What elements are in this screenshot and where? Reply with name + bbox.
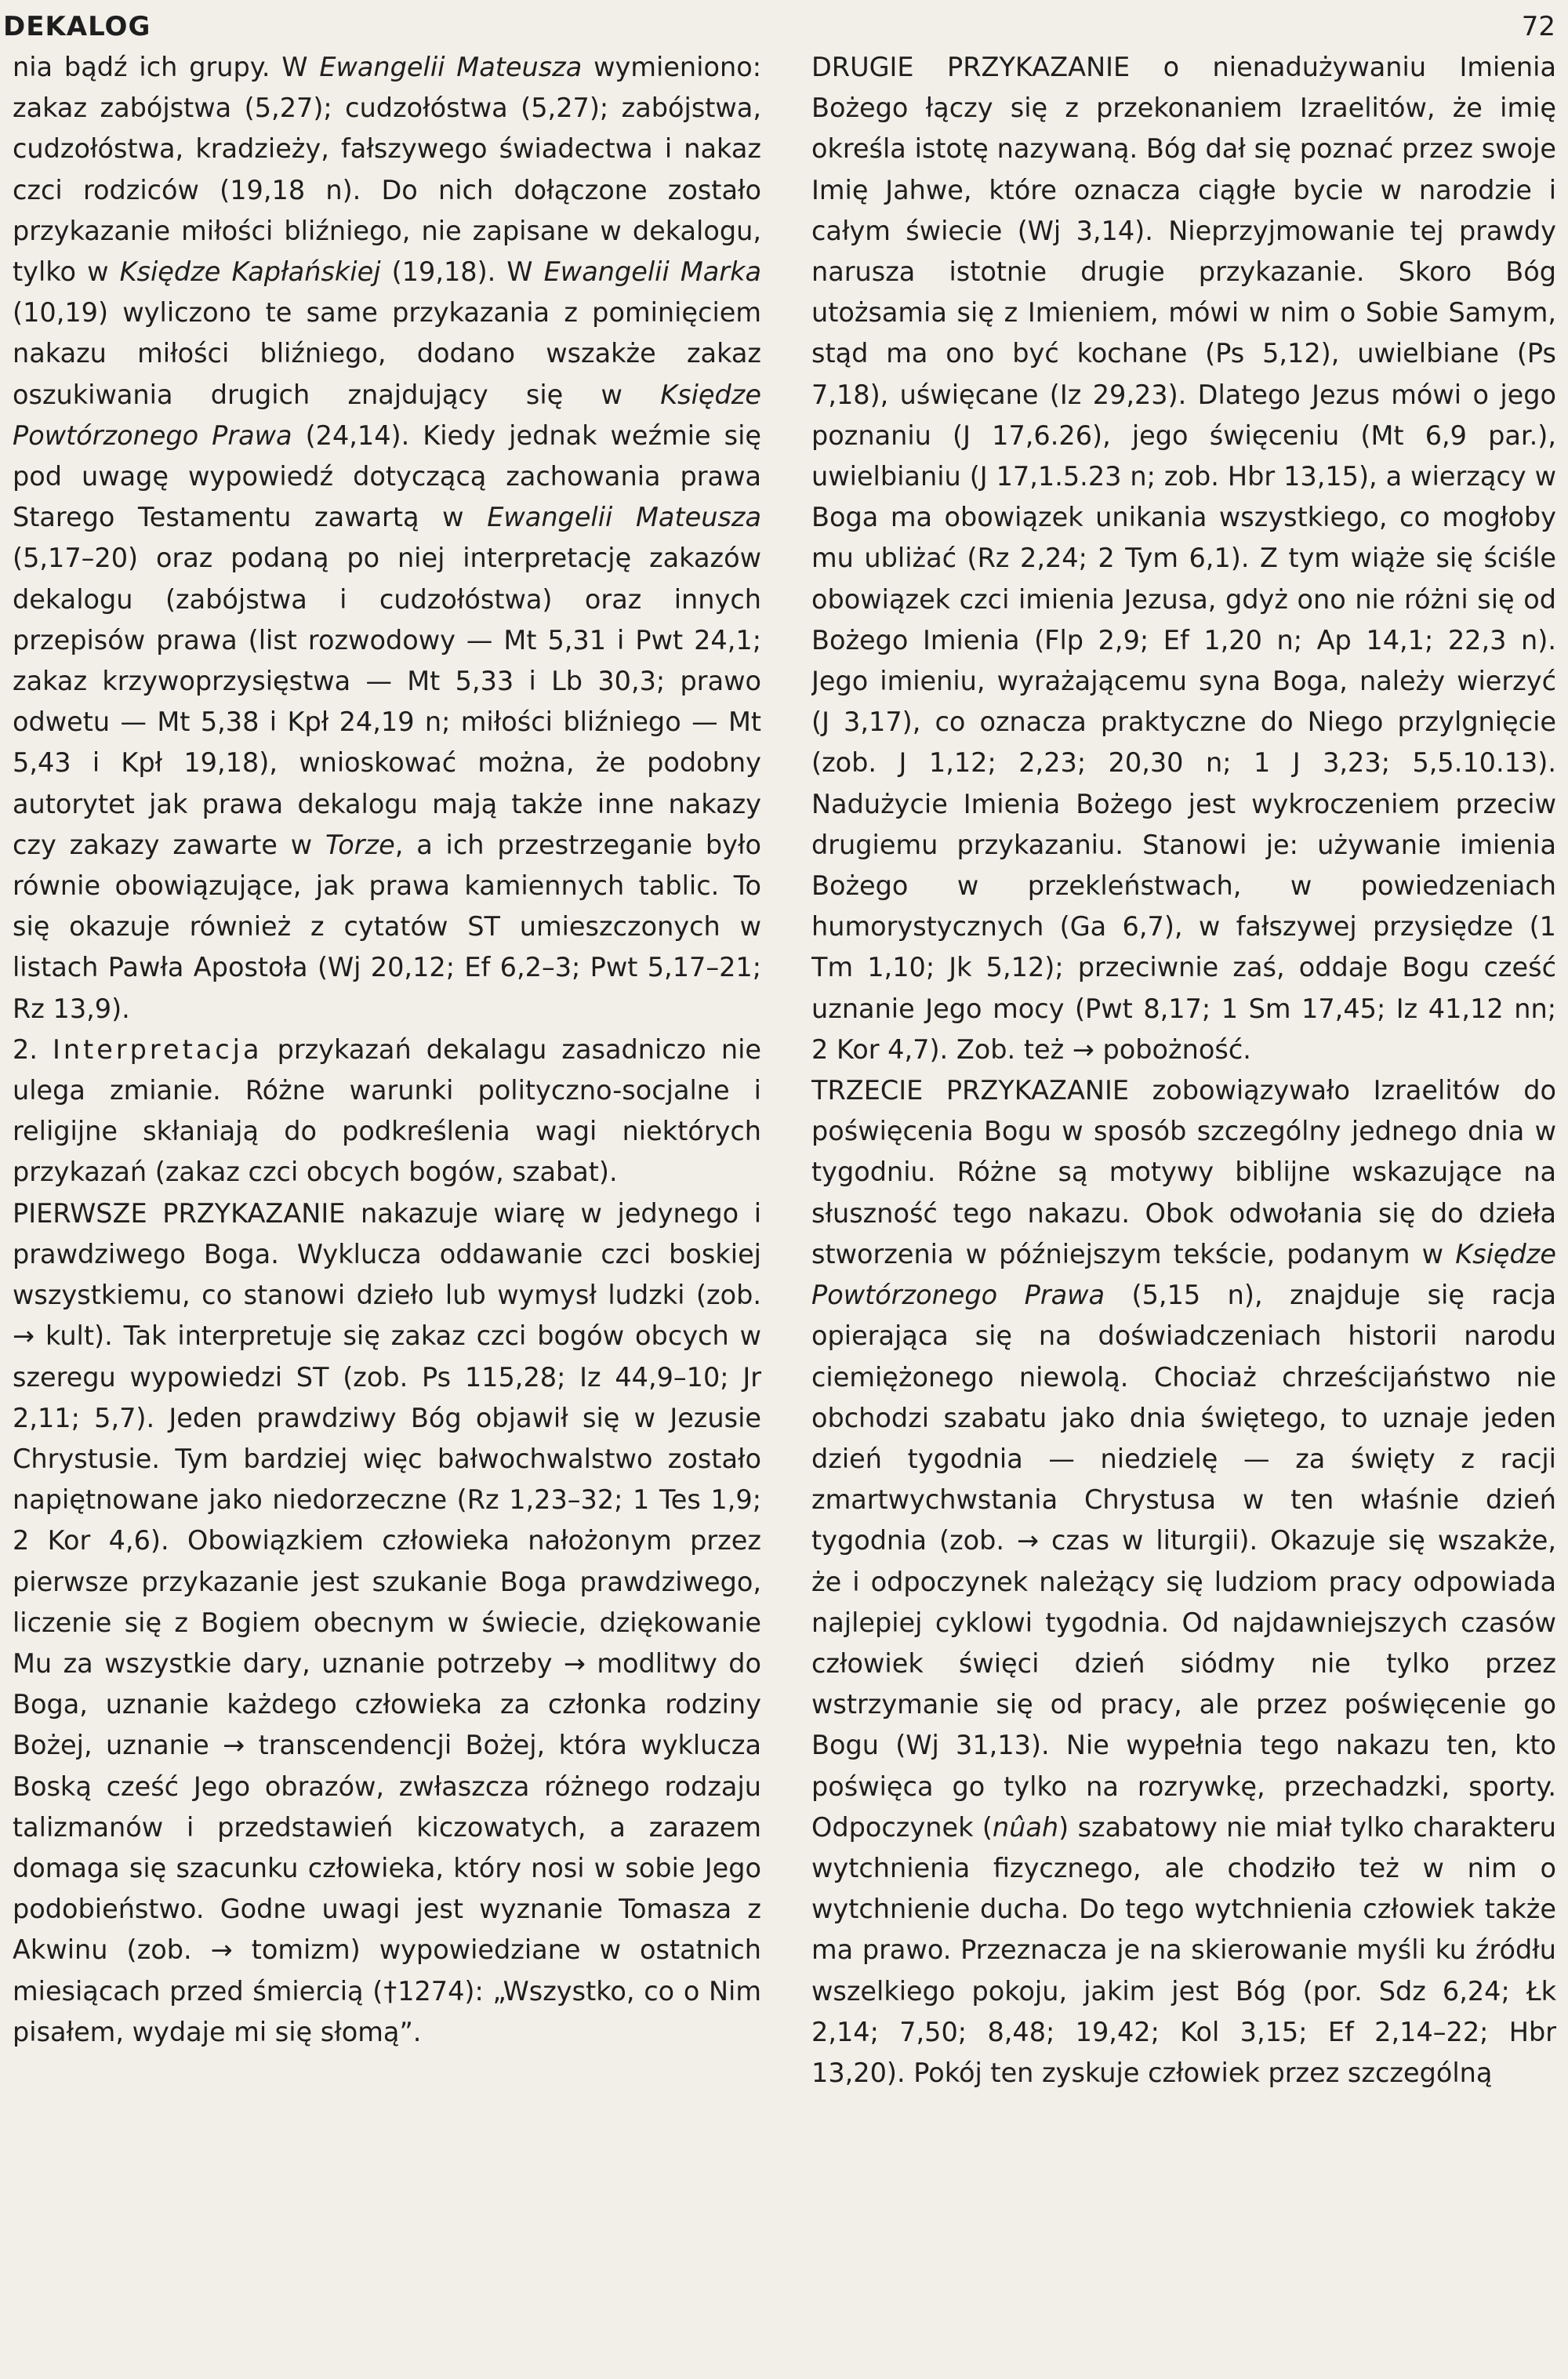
paragraph-interpretation bbox=[13, 1030, 761, 1193]
book-title: Torze bbox=[325, 829, 395, 860]
left-column bbox=[13, 47, 761, 2376]
paragraph-third-commandment bbox=[811, 1070, 1556, 2094]
paragraph-second-commandment bbox=[811, 47, 1556, 1070]
book-title: Księdze Kapłańskiej bbox=[119, 256, 381, 288]
text-run: (19,18). W bbox=[380, 256, 544, 288]
section-heading: DRUGIE PRZYKAZANIE bbox=[811, 52, 1131, 82]
paragraph-synoptic-lists bbox=[13, 47, 761, 1030]
text-run: ) szabatowy nie miał tylko charakteru wytchnienia fizycznego, ale chodziło też w nim o wytchnienie ducha. Do tego wytchnienia człowiek także ma prawo. Przeznacza je na skierowanie myśli ku źródłu wszelkiego pokoju, jakim jest Bóg (por. Sdz 6,24; Łk 2,14; 7,50; 8,48; 19,42; Kol 3,15; Ef 2,14–22; Hbr 13,20). Pokój ten zyskuje człowiek przez szczególną bbox=[811, 1811, 1556, 2088]
text-run: (10,19) wyliczono te same przykazania z pominięciem nakazu miłości bliźniego, dodano wszakże zakaz oszukiwania drugich znajdujący się w bbox=[13, 297, 761, 410]
text-run: , a ich przestrzeganie było równie obowiązujące, jak prawa kamiennych tablic. To się okazuje również z cytatów ST umieszczonych w listach Pawła Apostoła (Wj 20,12; Ef 6,2–3; Pwt 5,17–21; Rz 13,9). bbox=[13, 829, 761, 1024]
book-title: Ewangelii Mateusza bbox=[487, 502, 761, 533]
book-title: Księdze Powtórzonego Prawa bbox=[13, 379, 761, 451]
page-number: 72 bbox=[1521, 11, 1555, 42]
text-run: nia bądź ich grupy. W bbox=[13, 52, 320, 82]
text-run: nakazuje wiarę w jedynego i prawdziwego Boga. Wyklucza oddawanie czci boskiej wszystkiemu, co stanowi dzieło lub wymysł ludzki (zob. → kult). Tak interpretuje się zakaz czci bogów obcych w szeregu wypowiedzi ST (zob. Ps 115,28; Iz 44,9–10; Jr 2,11; 5,7). Jeden prawdziwy Bóg objawił się w Jezusie Chrystusie. Tym bardziej więc bałwochwalstwo zostało napiętnowane jako niedorzeczne (Rz 1,23–32; 1 Tes 1,9; 2 Kor 4,6). Obowiązkiem człowieka nałożonym przez pierwsze przykazanie jest szukanie Boga prawdziwego, liczenie się z Bogiem obecnym w świecie, dziękowanie Mu za wszystkie dary, uznanie potrzeby → modlitwy do Boga, uznanie każdego człowieka za członka rodziny Bożej, uznanie → transcendencji Bożej, która wyklucza Boską cześć Jego obrazów, zwłaszcza różnego rodzaju talizmanów i przedstawień kiczowatych, a zarazem domaga się szacunku człowieka, który nosi w sobie Jego podobieństwo. Godne uwagi jest wyznanie Tomasza z Akwinu (zob. → tomizm) wypowiedziane w ostatnich miesiącach przed śmiercią (†1274): „Wszystko, co o Nim pisałem, wydaje mi się słomą”. bbox=[13, 1197, 761, 2047]
paragraph-first-commandment bbox=[13, 1193, 761, 2053]
foreign-term: nûah bbox=[992, 1811, 1059, 1843]
book-title: Ewangelii Mateusza bbox=[319, 52, 583, 82]
text-run: przykazań dekalagu zasadniczo nie ulega zmianie. Różne warunki polityczno-socjalne i religijne skłaniają do podkreślenia wagi niektórych przykazań (zakaz czci obcych bogów, szabat). bbox=[13, 1033, 761, 1188]
text-run: (5,15 n), znajduje się racja opierająca się na doświadczeniach historii narodu ciemiężonego niewolą. Chociaż chrześcijaństwo nie obchodzi szabatu jako dnia świętego, to uznaje jeden dzień tygodnia — niedzielę — za święty z racji zmartwychwstania Chrystusa w ten właśnie dzień tygodnia (zob. → czas w liturgii). Okazuje się wszakże, że i odpoczynek należący się ludziom pracy odpowiada najlepiej cyklowi tygodnia. Od najdawniejszych czasów człowiek święci dzień siódmy nie tylko przez wstrzymanie się od pracy, ale przez poświęcenie go Bogu (Wj 31,13). Nie wypełnia tego nakazu ten, kto poświęca go tylko na rozrywkę, przechadzki, sporty. Odpoczynek ( bbox=[811, 1280, 1556, 1843]
section-heading: TRZECIE PRZYKAZANIE bbox=[811, 1075, 1130, 1106]
text-run: (5,17–20) oraz podaną po niej interpretację zakazów dekalogu (zabójstwa i cudzołóstwa) oraz innych przepisów prawa (list rozwodowy — Mt 5,31 i Pwt 24,1; zakaz krzywoprzysięstwa — Mt 5,33 i Lb 30,3; prawo odwetu — Mt 5,38 i Kpł 24,19 n; miłości bliźniego — Mt 5,43 i Kpł 19,18), wnioskować można, że podobny autorytet jak prawa dekalogu mają także inne nakazy czy zakazy zawarte w bbox=[13, 543, 761, 860]
book-title: Księdze Powtórzonego Prawa bbox=[811, 1238, 1556, 1311]
text-run: wymieniono: zakaz zabójstwa (5,27); cudzołóstwa (5,27); zabójstwa, cudzołóstwa, kradzieży, fałszywego świadectwa i nakaz czci rodziców (19,18 n). Do nich dołączone zostało przykazanie miłości bliźniego, nie zapisane w dekalogu, tylko w bbox=[13, 52, 761, 288]
text-run: (24,14). Kiedy jednak weźmie się pod uwagę wypowiedź dotyczącą zachowania prawa Starego Testamentu zawartą w bbox=[13, 420, 761, 533]
text-run: zobowiązywało Izraelitów do poświęcenia Bogu w sposób szczególny jednego dnia w tygodniu. Różne są motywy biblijne wskazujące na słuszność tego nakazu. Obok odwołania się do dzieła stworzenia w późniejszym tekście, podanym w bbox=[811, 1075, 1556, 1269]
running-head: DEKALOG bbox=[3, 11, 151, 42]
section-number: 2. bbox=[13, 1033, 53, 1065]
book-title: Ewangelii Marka bbox=[543, 256, 761, 288]
text-run: o nienadużywaniu Imienia Bożego łączy się z przekonaniem Izraelitów, że imię określa istotę nazywaną. Bóg dał się poznać przez swoje Imię Jahwe, które oznacza ciągłe bycie w narodzie i całym świecie (Wj 3,14). Nieprzyjmowanie tej prawdy narusza istotnie drugie przykazanie. Skoro Bóg utożsamia się z Imieniem, mówi w nim o Sobie Samym, stąd ma ono być kochane (Ps 5,12), uwielbiane (Ps 7,18), uświęcane (Iz 29,23). Dlatego Jezus mówi o jego poznaniu (J 17,6.26), jego święceniu (Mt 6,9 par.), uwielbianiu (J 17,1.5.23 n; zob. Hbr 13,15), a wierzący w Boga ma obowiązek unikania wszystkiego, co mogłoby mu ubliżać (Rz 2,24; 2 Tym 6,1). Z tym wiąże się ściśle obowiązek czci imienia Jezusa, gdyż ono nie różni się od Bożego Imienia (Flp 2,9; Ef 1,20 n; Ap 14,1; 22,3 n). Jego imieniu, wyrażającemu syna Boga, należy wierzyć (J 3,17), co oznacza praktyczne do Niego przylgnięcie (zob. J 1,12; 2,23; 20,30 n; 1 J 3,23; 5,5.10.13). Nadużycie Imienia Bożego jest wykroczeniem przeciw drugiemu przykazaniu. Stanowi je: używanie imienia Bożego w przekleństwach, w powiedzeniach humorystycznych (Ga 6,7), w fałszywej przysiędze (1 Tm 1,10; Jk 5,12); przeciwnie zaś, oddaje Bogu cześć uznanie Jego mocy (Pwt 8,17; 1 Sm 17,45; Iz 41,12 nn; 2 Kor 4,7). Zob. też → pobożność. bbox=[811, 52, 1556, 1065]
section-heading: PIERWSZE PRZYKAZANIE bbox=[13, 1197, 346, 1229]
spaced-term: Interpretacja bbox=[53, 1033, 263, 1065]
right-column bbox=[811, 47, 1556, 2376]
